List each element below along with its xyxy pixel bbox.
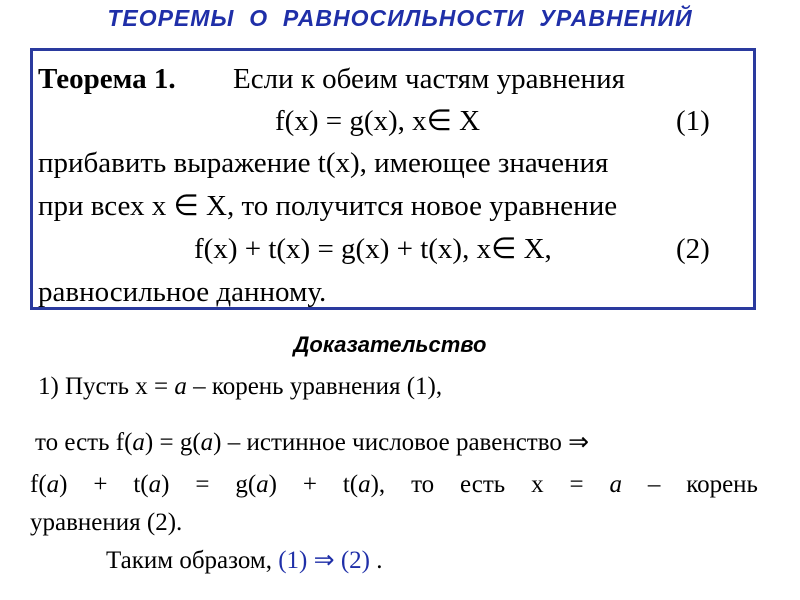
proof-line-3-token: x — [531, 471, 544, 498]
proof-line-2: то есть f(a) = g(a) – истинное числовое равенство ⇒ — [35, 429, 590, 456]
proof-conclusion: Таким образом, (1) ⇒ (2) . — [106, 547, 383, 574]
theorem-line-3: прибавить выражение t(x), имеющее значения — [38, 147, 609, 179]
theorem-line-4: при всех x ∈ X, то получится новое уравнение — [38, 190, 618, 222]
equation-2-number: (2) — [676, 233, 710, 265]
equation-1: f(x) = g(x), x∈ X — [275, 105, 481, 137]
proof-line-3-token: t(a) — [133, 471, 170, 498]
proof-line-3-token: = — [195, 471, 210, 498]
proof-line-3-token: + — [93, 471, 108, 498]
proof-step-1: Пусть x = a – корень уравнения (1), — [65, 373, 443, 400]
proof-line-3-token: t(a), — [342, 471, 386, 498]
proof-line-3-token: = — [569, 471, 584, 498]
proof-line-3-token: корень — [686, 471, 758, 498]
theorem-label: Теорема 1. — [38, 63, 176, 95]
proof-line-3-token: f(a) — [30, 471, 68, 498]
proof-line-3-token: есть — [460, 471, 506, 498]
equation-1-number: (1) — [676, 105, 710, 137]
equation-2: f(x) + t(x) = g(x) + t(x), x∈ X, — [194, 233, 552, 265]
proof-step-number: 1) — [38, 373, 59, 400]
theorem-line-1: Если к обеим частям уравнения — [233, 63, 625, 95]
proof-line-3-token: – — [647, 471, 661, 498]
proof-line-3 — [30, 472, 758, 497]
proof-line-3-token: a — [609, 471, 622, 498]
proof-line-3-token: то — [411, 471, 435, 498]
proof-line-3-token: g(a) — [235, 471, 277, 498]
proof-line-4: уравнения (2). — [30, 509, 183, 536]
conclusion-expression: (1) ⇒ (2) — [278, 547, 370, 574]
slide-title: ТЕОРЕМЫ О РАВНОСИЛЬНОСТИ УРАВНЕНИЙ — [107, 5, 693, 31]
proof-line-3-token: + — [302, 471, 317, 498]
theorem-line-6: равносильное данному. — [38, 276, 327, 308]
proof-heading: Доказательство — [293, 332, 487, 357]
